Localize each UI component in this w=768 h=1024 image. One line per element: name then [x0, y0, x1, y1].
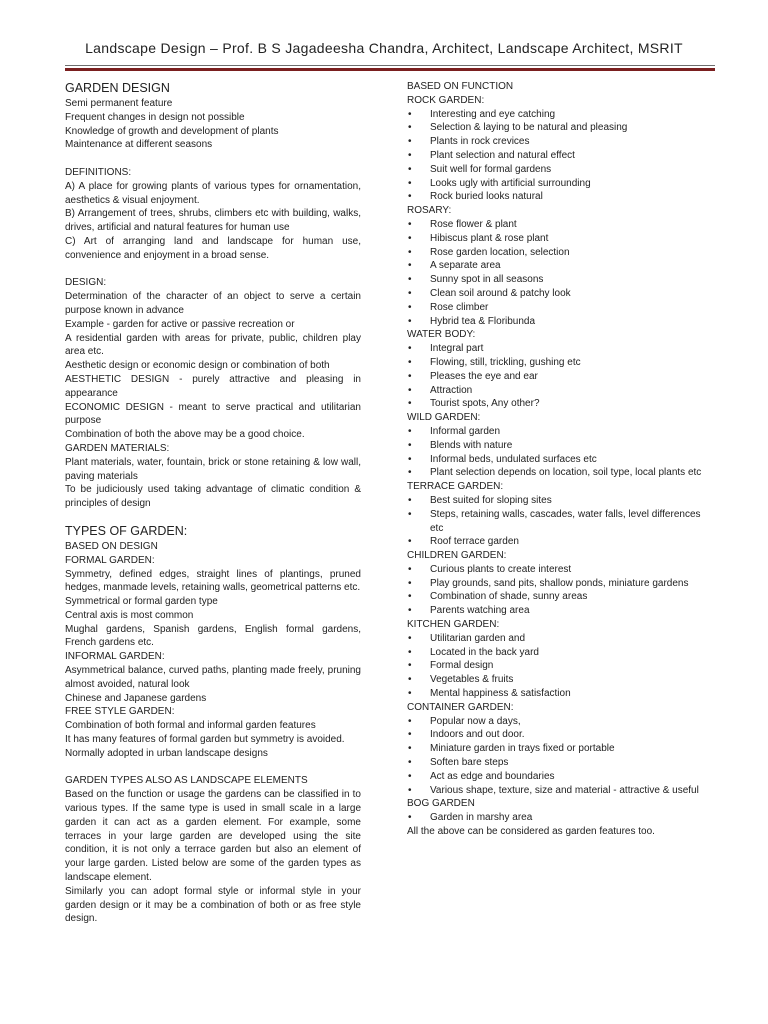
list-item [407, 425, 702, 439]
list-item-text: Informal garden [430, 425, 501, 437]
list-item-text: Rose garden location, selection [430, 246, 570, 258]
bullet-icon: • [408, 246, 412, 258]
list-item-text: Rose flower & plant [430, 218, 517, 230]
list-item [407, 577, 702, 591]
section-heading: WATER BODY: [407, 329, 476, 341]
list-item-text: A separate area [430, 260, 501, 272]
list-item [407, 659, 702, 673]
bullet-list [407, 342, 702, 411]
section-heading: CHILDREN GARDEN: [407, 550, 507, 562]
free-style-heading: FREE STYLE GARDEN: [65, 706, 175, 718]
bullet-icon: • [408, 453, 412, 465]
list-item [407, 756, 702, 770]
list-item-text: Popular now a days, [430, 715, 521, 727]
list-item-text: Best suited for sloping sites [430, 494, 552, 506]
list-item-text: Suit well for formal gardens [430, 163, 552, 175]
bullet-icon: • [408, 660, 412, 672]
list-item-text: Mental happiness & satisfaction [430, 688, 571, 700]
list-item [407, 246, 702, 260]
list-item-text: Parents watching area [430, 605, 530, 617]
list-item-text: Utilitarian garden and [430, 632, 526, 644]
list-item-text: Blends with nature [430, 439, 513, 451]
design-line: AESTHETIC DESIGN - purely attractive and pleasing in appearance [65, 373, 361, 399]
free-style-line: Normally adopted in urban landscape designs [65, 747, 268, 759]
bullet-list [407, 425, 702, 480]
definition-b: B) Arrangement of trees, shrubs, climbers etc with building, walks, drives, artificial and natural features for human use [65, 208, 361, 234]
landscape-elements-paragraph: Based on the function or usage the gardens can be classified in to various types. If the same type is used in small scale in a large garden it can act as a garden element. For example, some terraces in your large garden are developed using the site condition, it is not only a terrace garden but also an element of your large garden. Listed below are some of the garden types as landscape element. [65, 789, 361, 884]
bullet-icon: • [408, 757, 412, 769]
list-item-text: Soften bare steps [430, 757, 509, 769]
list-item [407, 397, 702, 411]
bullet-icon: • [408, 674, 412, 686]
list-item [407, 604, 702, 618]
bullet-icon: • [408, 356, 412, 368]
design-line: Determination of the character of an object to serve a certain purpose known in advance [65, 291, 361, 316]
header-rule [65, 65, 715, 66]
bullet-list [407, 632, 702, 701]
intro-line: Knowledge of growth and development of plants [65, 125, 279, 137]
bullet-icon: • [408, 425, 412, 437]
materials-line: Plant materials, water, fountain, brick or stone retaining & low wall, paving materials [65, 456, 361, 482]
list-item [407, 673, 702, 687]
list-item-text: Interesting and eye catching [430, 108, 556, 120]
list-item [407, 563, 702, 577]
definitions-heading: DEFINITIONS: [65, 166, 132, 178]
bullet-list [407, 494, 702, 549]
list-item-text: Flowing, still, trickling, gushing etc [430, 356, 581, 368]
list-item [407, 466, 702, 480]
section-heading: ROSARY: [407, 205, 452, 217]
right-column [407, 80, 702, 839]
bullet-icon: • [408, 163, 412, 175]
informal-line: Chinese and Japanese gardens [65, 692, 207, 704]
bullet-icon: • [408, 287, 412, 299]
list-item-text: Located in the back yard [430, 646, 539, 658]
free-style-line: Combination of both formal and informal garden features [65, 720, 316, 732]
bullet-icon: • [408, 108, 412, 120]
bullet-icon: • [408, 343, 412, 355]
design-line: Aesthetic design or economic design or combination of both [65, 360, 330, 372]
bullet-icon: • [408, 688, 412, 700]
list-item [407, 590, 702, 604]
section-heading: BOG GARDEN [407, 798, 475, 810]
list-item-text: Rose climber [430, 301, 489, 313]
list-item-text: Selection & laying to be natural and pleasing [430, 122, 628, 134]
based-on-design-heading: BASED ON DESIGN [65, 540, 158, 552]
informal-garden-heading: INFORMAL GARDEN: [65, 651, 165, 663]
list-item-text: Curious plants to create interest [430, 563, 572, 575]
list-item [407, 453, 702, 467]
section-heading: KITCHEN GARDEN: [407, 619, 500, 631]
section-heading: CONTAINER GARDEN: [407, 701, 514, 713]
list-item-text: Various shape, texture, size and material - attractive & useful [430, 784, 699, 796]
design-line: Combination of both the above may be a good choice. [65, 429, 305, 441]
bullet-icon: • [408, 729, 412, 741]
left-column [65, 80, 361, 926]
formal-garden-heading: FORMAL GARDEN: [65, 554, 155, 566]
bullet-icon: • [408, 218, 412, 230]
list-item [407, 811, 702, 825]
bullet-icon: • [408, 770, 412, 782]
list-item-text: Pleases the eye and ear [430, 370, 538, 382]
list-item [407, 149, 702, 163]
list-item [407, 315, 702, 329]
list-item-text: Play grounds, sand pits, shallow ponds, miniature gardens [430, 577, 689, 589]
list-item [407, 135, 702, 149]
design-line: A residential garden with areas for private, public, children play area etc. [65, 332, 361, 358]
list-item-text: Hybrid tea & Floribunda [430, 315, 536, 327]
bullet-icon: • [408, 177, 412, 189]
intro-line: Frequent changes in design not possible [65, 111, 245, 123]
list-item [407, 770, 702, 784]
list-item-text: Rock buried looks natural [430, 191, 543, 203]
types-of-garden-title: TYPES OF GARDEN: [65, 523, 188, 538]
list-item-text: Looks ugly with artificial surrounding [430, 177, 591, 189]
list-item [407, 742, 702, 756]
list-item [407, 494, 702, 508]
based-on-function-heading: BASED ON FUNCTION [407, 81, 514, 92]
definition-c: C) Art of arranging land and landscape for human use, convenience and enjoyment in a broad sense. [65, 235, 361, 261]
list-item [407, 218, 702, 232]
bullet-icon: • [408, 301, 412, 313]
bullet-icon: • [408, 136, 412, 148]
closing-note: All the above can be considered as garden features too. [407, 826, 655, 838]
list-item [407, 177, 702, 191]
design-heading: DESIGN: [65, 277, 107, 289]
list-item [407, 108, 702, 122]
list-item-text: Tourist spots, Any other? [430, 398, 540, 410]
bullet-icon: • [408, 577, 412, 589]
bullet-icon: • [408, 715, 412, 727]
intro-line: Maintenance at different seasons [65, 139, 213, 151]
bullet-icon: • [408, 191, 412, 203]
bullet-icon: • [408, 812, 412, 824]
design-line: Example - garden for active or passive recreation or [65, 318, 295, 330]
list-item-text: Vegetables & fruits [430, 674, 514, 686]
list-item-text: Steps, retaining walls, cascades, water falls, level differences etc [430, 508, 701, 534]
list-item [407, 439, 702, 453]
section-heading: WILD GARDEN: [407, 412, 481, 424]
bullet-icon: • [408, 467, 412, 479]
list-item [407, 356, 702, 370]
list-item [407, 508, 702, 536]
list-item-text: Combination of shade, sunny areas [430, 591, 588, 603]
list-item [407, 715, 702, 729]
bullet-icon: • [408, 632, 412, 644]
list-item-text: Act as edge and boundaries [430, 770, 555, 782]
list-item [407, 632, 702, 646]
list-item-text: Indoors and out door. [430, 729, 525, 741]
list-item [407, 784, 702, 798]
function-sections [407, 94, 702, 825]
bullet-icon: • [408, 591, 412, 603]
bullet-icon: • [408, 274, 412, 286]
bullet-icon: • [408, 384, 412, 396]
list-item [407, 232, 702, 246]
bullet-icon: • [408, 122, 412, 134]
list-item-text: Sunny spot in all seasons [430, 274, 544, 286]
bullet-icon: • [408, 398, 412, 410]
bullet-icon: • [408, 743, 412, 755]
list-item [407, 384, 702, 398]
bullet-list [407, 218, 702, 328]
bullet-icon: • [408, 605, 412, 617]
header-accent-rule [65, 68, 715, 71]
list-item [407, 687, 702, 701]
bullet-icon: • [408, 315, 412, 327]
bullet-icon: • [408, 494, 412, 506]
informal-line: Asymmetrical balance, curved paths, planting made freely, pruning almost avoided, natural look [65, 665, 361, 690]
intro-line: Semi permanent feature [65, 98, 173, 109]
list-item [407, 287, 702, 301]
list-item [407, 190, 702, 204]
materials-heading: GARDEN MATERIALS: [65, 442, 170, 454]
list-item-text: Integral part [430, 343, 484, 355]
bullet-list [407, 563, 702, 618]
list-item [407, 728, 702, 742]
bullet-icon: • [408, 536, 412, 548]
bullet-list [407, 811, 702, 825]
bullet-icon: • [408, 370, 412, 382]
list-item-text: Clean soil around & patchy look [430, 287, 571, 299]
list-item-text: Plant selection depends on location, soil type, local plants etc [430, 467, 702, 479]
bullet-icon: • [408, 784, 412, 796]
list-item-text: Attraction [430, 384, 473, 396]
bullet-list [407, 108, 702, 205]
section-heading: TERRACE GARDEN: [407, 481, 504, 493]
formal-line: Symmetry, defined edges, straight lines of plantings, pruned hedges, manmade levels, retaining walls, geometrical patterns etc. [65, 568, 361, 594]
list-item-text: Hibiscus plant & rose plant [430, 232, 549, 244]
bullet-icon: • [408, 508, 412, 520]
formal-line: Symmetrical or formal garden type [65, 596, 218, 608]
section-heading: ROCK GARDEN: [407, 94, 485, 106]
bullet-icon: • [408, 260, 412, 272]
list-item-text: Formal design [430, 660, 494, 672]
list-item-text: Informal beds, undulated surfaces etc [430, 453, 597, 465]
list-item [407, 342, 702, 356]
list-item-text: Miniature garden in trays fixed or portable [430, 743, 615, 755]
materials-line: To be judiciously used taking advantage of climatic condition & principles of design [65, 484, 361, 510]
list-item [407, 646, 702, 660]
list-item [407, 273, 702, 287]
bullet-list [407, 715, 702, 798]
list-item [407, 301, 702, 315]
list-item [407, 259, 702, 273]
bullet-icon: • [408, 232, 412, 244]
list-item [407, 370, 702, 384]
list-item-text: Plant selection and natural effect [430, 149, 575, 161]
list-item-text: Garden in marshy area [430, 812, 533, 824]
definition-a: A) A place for growing plants of various types for ornamentation, aesthetics & visual enjoyment. [65, 180, 361, 206]
page-header: Landscape Design – Prof. B S Jagadeesha Chandra, Architect, Landscape Architect, MSRIT [85, 40, 683, 56]
free-style-line: It has many features of formal garden but symmetry is avoided. [65, 734, 345, 746]
bullet-icon: • [408, 563, 412, 575]
list-item [407, 121, 702, 135]
bullet-icon: • [408, 149, 412, 161]
landscape-elements-paragraph: Similarly you can adopt formal style or informal style in your garden design or it may be a combination of both or as free style design. [65, 885, 361, 925]
bullet-icon: • [408, 439, 412, 451]
formal-line: Central axis is most common [65, 609, 194, 621]
formal-line: Mughal gardens, Spanish gardens, English formal gardens, French gardens etc. [65, 623, 361, 649]
list-item [407, 535, 702, 549]
list-item-text: Plants in rock crevices [430, 136, 530, 148]
list-item [407, 163, 702, 177]
garden-design-title: GARDEN DESIGN [65, 81, 170, 95]
bullet-icon: • [408, 646, 412, 658]
landscape-elements-heading: GARDEN TYPES ALSO AS LANDSCAPE ELEMENTS [65, 775, 308, 787]
list-item-text: Roof terrace garden [430, 536, 519, 548]
design-line: ECONOMIC DESIGN - meant to serve practical and utilitarian purpose [65, 401, 361, 427]
